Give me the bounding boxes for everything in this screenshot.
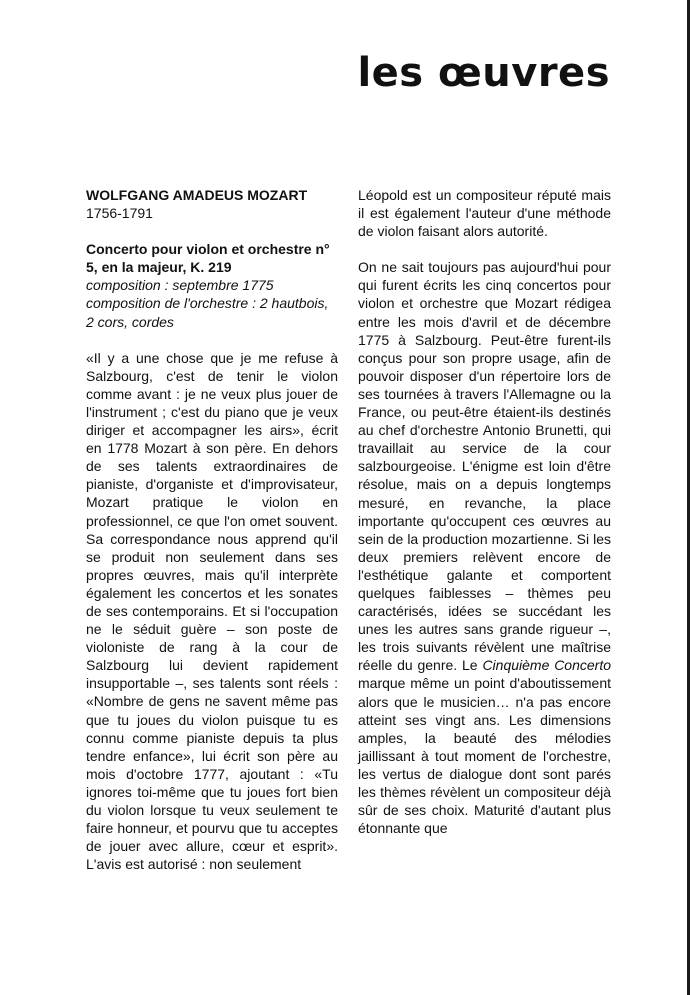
- section-title: les œuvres: [357, 50, 610, 96]
- composition-date: composition : septembre 1775: [86, 277, 274, 294]
- right-column: [358, 186, 611, 837]
- left-column: [86, 186, 338, 873]
- work-info: [86, 240, 338, 330]
- orchestration: composition de l'orchestre : 2 hautbois, 2 cors, cordes: [86, 295, 329, 330]
- right-paragraph-1: Léopold est un compositeur réputé mais il est également l'auteur d'une méthode de violon faisant alors autorité.: [358, 187, 611, 240]
- composer-dates: 1756-1791: [86, 205, 153, 222]
- composer-name: WOLFGANG AMADEUS MOZART: [86, 187, 308, 203]
- work-title: Concerto pour violon et orchestre n° 5, en la majeur, K. 219: [86, 241, 330, 276]
- left-paragraph-1: «Il y a une chose que je me refuse à Salzbourg, c'est de tenir le violon comme avant : je ne veux plus jouer de l'instrument ; c'est du piano que je veux diriger et accompagner les airs», écrit en 1778 Mozart à son père. En dehors de ses talents extraordinaires de pianiste, d'organiste et d'improvisateur, Mozart pratique le violon en professionnel, ce que l'on omet souvent. Sa correspondance nous apprend qu'il se produit non seulement dans ses propres œuvres, mais qu'il interprète également les concertos et les sonates de ses contemporains. Et si l'occupation ne le séduit guère – son poste de violoniste de rang à la cour de Salzbourg lui devient rapidement insupportable –, ses talents sont réels : «Nombre de gens ne savent même pas que tu joues du violon puisque tu es connu comme pianiste depuis ta plus tendre enfance», lui écrit son père au mois d'octobre 1777, ajoutant : «Tu ignores toi-même que tu joues fort bien du violon lorsque tu veux seulement te faire honneur, et pourvu que tu acceptes de jouer avec allure, cœur et esprit». L'avis est autorisé : non seulement: [86, 349, 338, 873]
- right-paragraph-2-start: On ne sait toujours pas aujourd'hui pour qui furent écrits les cinq concertos pour violon et orchestre que Mozart rédigea entre les mois d'avril et de décembre 1775 à Salzbourg. Peut-être furent-ils conçus pour son propre usage, afin de pouvoir disposer d'un répertoire lors de ses tournées à travers l'Allemagne ou la France, ou peut-être étaient-ils destinés au chef d'orchestre Antonio Brunetti, qui travaillait au service de la cour salzbourgeoise. L'énigme est loin d'être résolue, mais on a depuis longtemps mesuré, en revanche, la place importante qu'occupent ces œuvres au sein de la production mozartienne. Si les deux premiers relèvent encore de l'esthétique galante et comportent quelques faiblesses – thèmes peu caractérisés, idées se succédant les unes les autres sans grande rigueur –, les trois suivants révèlent une maîtrise réelle du genre. Le: [358, 259, 611, 674]
- work-reference-italic: Cinquième Concerto: [482, 657, 612, 674]
- right-paragraph-2-end: marque même un point d'aboutissement alors que le musicien… n'a pas encore atteint ses vingt ans. Les dimensions amples, la beauté des mélodies jaillissant à tout moment de l'orchestre, les vertus de dialogue dont sont parés les thèmes révèlent un compositeur déjà sûr de ses choix. Maturité d'autant plus étonnante que: [358, 675, 611, 837]
- right-paragraph-2: [358, 258, 611, 837]
